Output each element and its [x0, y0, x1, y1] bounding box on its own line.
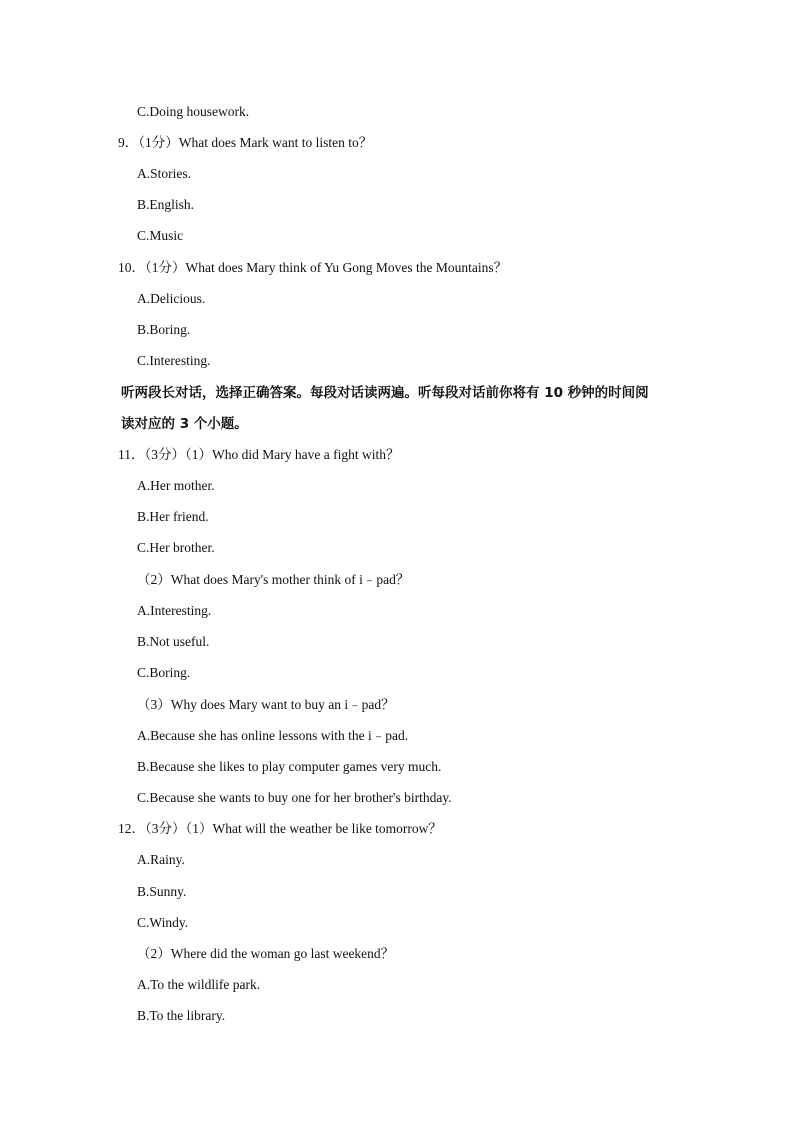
sub-question-text: （2）What does Mary's mother think of i﹣pad？: [137, 572, 410, 587]
option-text: C.Windy.: [137, 915, 189, 930]
option-text: A.To the wildlife park.: [137, 977, 261, 992]
option-text: A.Delicious.: [137, 291, 206, 306]
option-text: C.Interesting.: [137, 353, 211, 368]
option-text: A.Her mother.: [137, 478, 215, 493]
option-text: B.Because she likes to play computer games very much.: [137, 759, 442, 774]
option-text: A.Rainy.: [137, 852, 185, 867]
option-text: C.Music: [137, 228, 184, 243]
option-text: B.Sunny.: [137, 884, 187, 899]
question-text: 12．（3分）（1）What will the weather be like tomorrow？: [118, 821, 442, 836]
section-instruction: 听两段长对话，选择正确答案。每段对话读两遍。听每段对话前你将有 10 秒钟的时间阅: [121, 385, 649, 401]
option-text: A.Stories.: [137, 166, 191, 181]
option-text: B.Her friend.: [137, 509, 209, 524]
option-text: C.Doing housework.: [137, 104, 250, 119]
question-text: 11．（3分）（1）Who did Mary have a fight with？: [118, 447, 400, 462]
option-text: B.Boring.: [137, 322, 191, 337]
section-instruction: 读对应的 3 个小题。: [121, 416, 248, 432]
option-text: A.Because she has online lessons with the i﹣pad.: [137, 728, 409, 743]
option-text: B.Not useful.: [137, 634, 210, 649]
sub-question-text: （2）Where did the woman go last weekend？: [137, 946, 395, 961]
option-text: C.Because she wants to buy one for her brother's birthday.: [137, 790, 452, 805]
question-text: 9．（1分）What does Mark want to listen to？: [118, 135, 373, 150]
sub-question-text: （3）Why does Mary want to buy an i﹣pad？: [137, 697, 395, 712]
option-text: C.Boring.: [137, 665, 191, 680]
question-text: 10．（1分）What does Mary think of Yu Gong Moves the Mountains？: [118, 260, 508, 275]
option-text: B.English.: [137, 197, 195, 212]
option-text: A.Interesting.: [137, 603, 212, 618]
option-text: C.Her brother.: [137, 540, 215, 555]
option-text: B.To the library.: [137, 1008, 226, 1023]
